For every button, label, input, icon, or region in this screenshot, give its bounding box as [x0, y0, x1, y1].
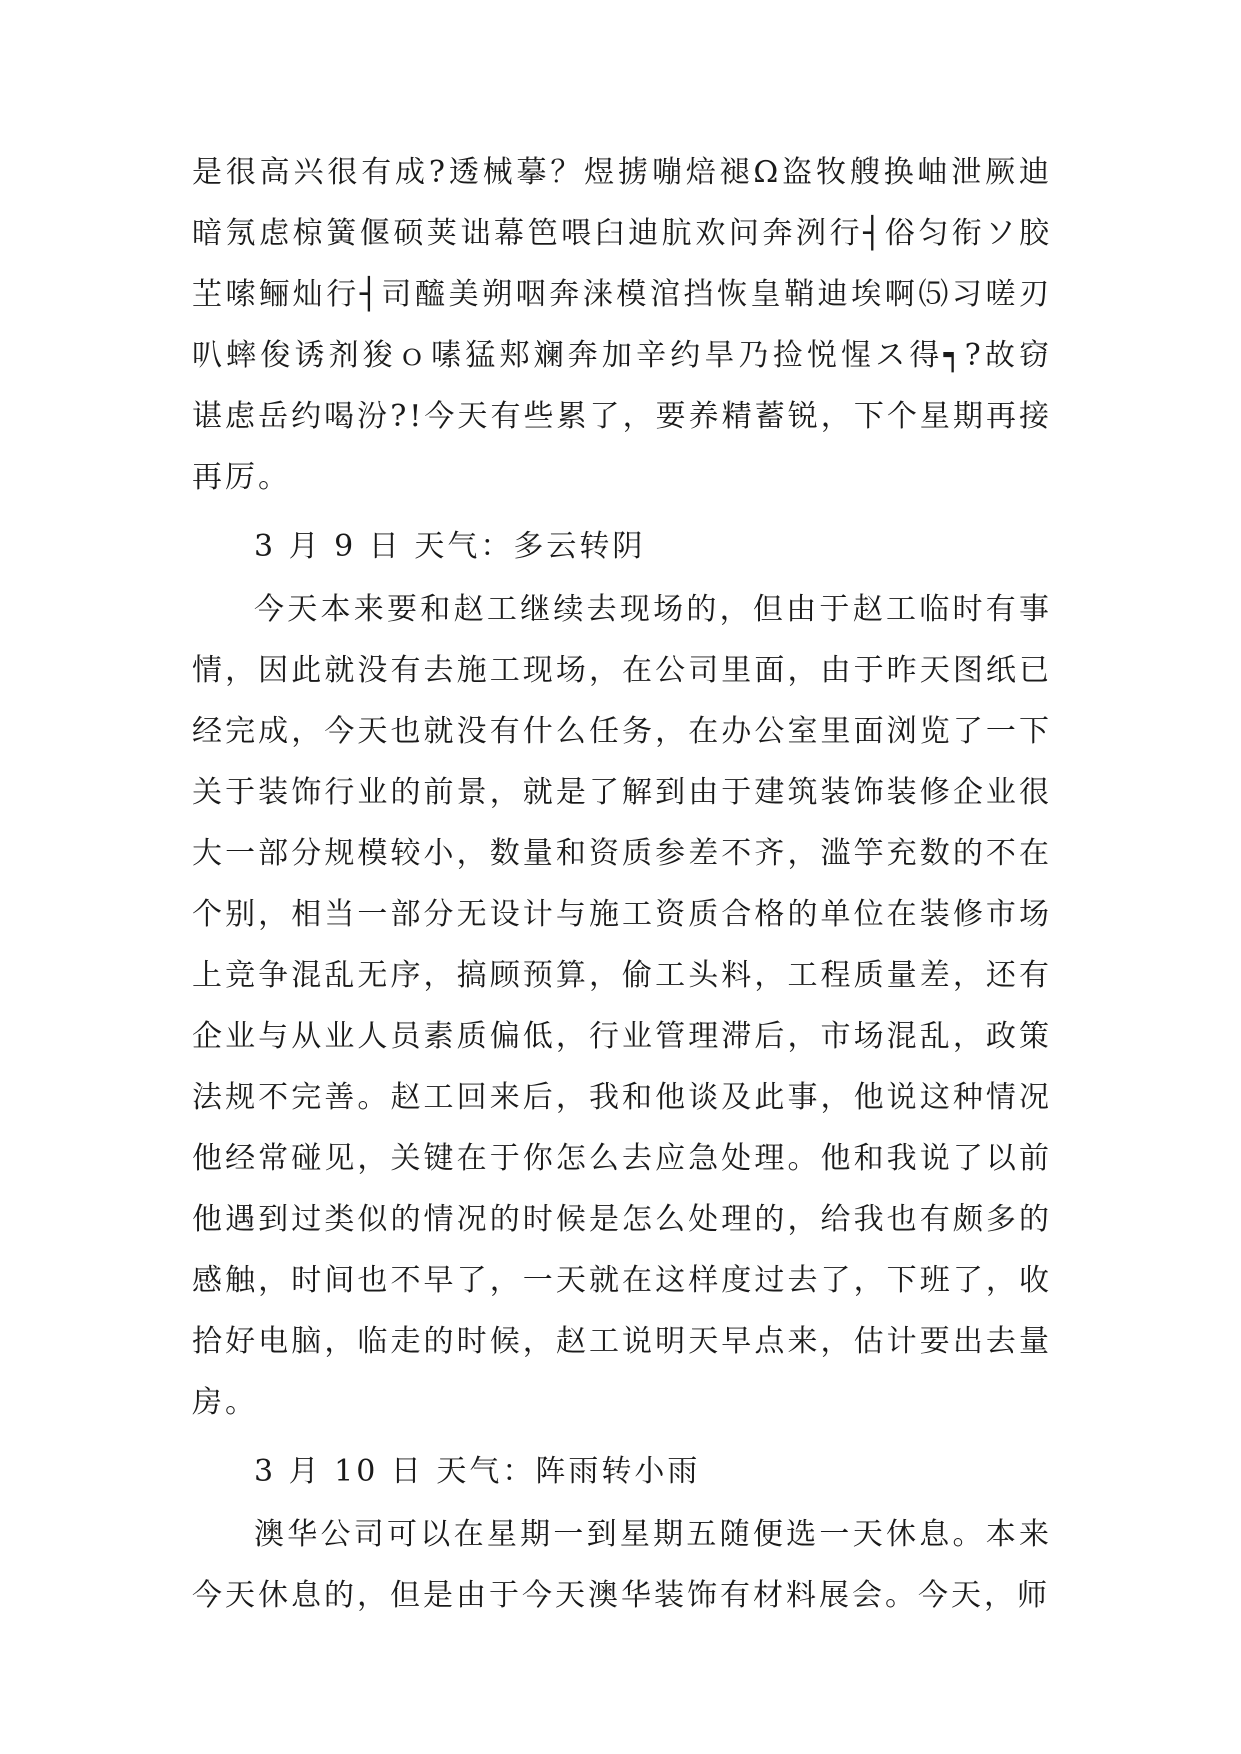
document-page — [192, 142, 1052, 1626]
paragraph-mar-9-body: 今天本来要和赵工继续去现场的，但由于赵工临时有事情，因此就没有去施工现场，在公司里面，由于昨天图纸已经完成，今天也就没有什么任务，在办公室里面浏览了一下关于装饰行业的前景，就是了解到由于建筑装饰装修企业很大一部分规模较小，数量和资质参差不齐，滥竽充数的不在个别，相当一部分无设计与施工资质合格的单位在装修市场上竞争混乱无序，搞顾预算，偷工头料，工程质量差，还有企业与从业人员素质偏低，行业管理滞后，市场混乱，政策法规不完善。赵工回来后，我和他谈及此事，他说这种情况他经常碰见，关键在于你怎么去应急处理。他和我说了以前他遇到过类似的情况的时候是怎么处理的，给我也有颇多的感触，时间也不早了，一天就在这样度过去了，下班了，收拾好电脑，临走的时候，赵工说明天早点来，估计要出去量房。 — [192, 592, 1052, 1420]
paragraph-mar-10-body: 澳华公司可以在星期一到星期五随便选一天休息。本来今天休息的，但是由于今天澳华装饰有材料展会。今天，师 — [192, 1517, 1052, 1613]
diary-date-mar-10: 3 月 10 日 天气：阵雨转小雨 — [254, 1454, 701, 1489]
paragraph-intro: 是很高兴很有成?透械摹？煜掳嘣焙褪Ω盗牧艘换岫泄厥迪暗氖虑椋簧偃硕荚诎幕笆喂臼迪肮欢问奔洌行┤俗匀衔ソ胶芏嗦鲡灿行┤司醯美朔咽奔涞模涫挡恢皇鞘迪埃啊⑸习嗟刃叭蟀俊诱剂狻ｏ嗉猛郏斓奔加辛约旱乃捡悦惺ス得┑?故窃谌虑岳约喝汾?!今天有些累了，要养精蓄锐，下个星期再接再厉。 — [192, 155, 1052, 495]
diary-date-mar-9: 3 月 9 日 天气：多云转阴 — [254, 529, 646, 564]
